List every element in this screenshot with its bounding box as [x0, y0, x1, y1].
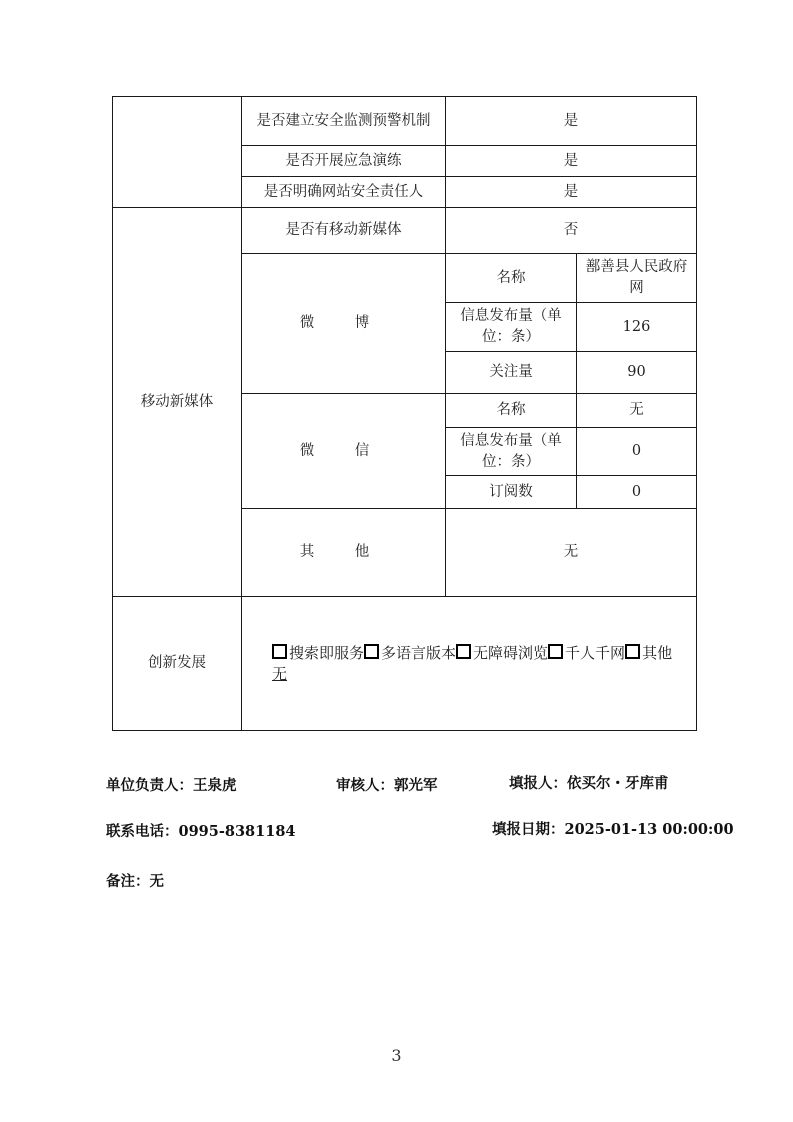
option-personalized: 千人千网: [565, 643, 626, 662]
wechat-label: 微 信: [242, 394, 446, 509]
wechat-posts-label: 信息发布量（单位：条）: [446, 428, 577, 476]
weibo-name-value: 鄯善县人民政府网: [577, 254, 697, 303]
weibo-label: 微 博: [242, 254, 446, 394]
weibo-posts-value: 126: [577, 303, 697, 352]
innovation-options: [242, 597, 697, 731]
page-number: 3: [391, 1046, 402, 1065]
option-accessibility: 无障碍浏览: [473, 643, 549, 662]
filler: 填报人：依买尔・牙库甫: [509, 775, 669, 792]
weibo-followers-label: 关注量: [446, 352, 577, 394]
report-table: [112, 96, 697, 731]
section-label-security-cont: [113, 97, 242, 208]
weibo-posts-label: 信息发布量（单位：条）: [446, 303, 577, 352]
wechat-subscribers-value: 0: [577, 476, 697, 509]
option-search-service: 搜索即服务: [289, 643, 365, 662]
option-other: 其他: [642, 643, 673, 662]
row-label-drill: 是否开展应急演练: [242, 146, 446, 177]
row-label-monitoring: 是否建立安全监测预警机制: [242, 97, 446, 146]
remark: 备注：无: [106, 873, 164, 890]
weibo-name-label: 名称: [446, 254, 577, 303]
row-value-monitoring: 是: [446, 97, 697, 146]
other-media-value: 无: [446, 509, 697, 597]
wechat-subscribers-label: 订阅数: [446, 476, 577, 509]
row-value-responsible: 是: [446, 177, 697, 208]
checkbox-search-service[interactable]: [272, 644, 287, 659]
responsible-person: 单位负责人：王泉虎: [106, 777, 237, 794]
row-value-has-media: 否: [446, 208, 697, 254]
innovation-label: 创新发展: [113, 597, 242, 731]
wechat-name-label: 名称: [446, 394, 577, 428]
other-media-label: 其 他: [242, 509, 446, 597]
innovation-extra: 无: [272, 664, 288, 683]
row-label-has-media: 是否有移动新媒体: [242, 208, 446, 254]
row-label-responsible: 是否明确网站安全责任人: [242, 177, 446, 208]
checkbox-other[interactable]: [625, 644, 640, 659]
wechat-posts-value: 0: [577, 428, 697, 476]
section-label-media: 移动新媒体: [113, 208, 242, 597]
checkbox-multilingual[interactable]: [364, 644, 379, 659]
option-multilingual: 多语言版本: [381, 643, 457, 662]
fill-date: 填报日期：2025-01-13 00:00:00: [492, 821, 734, 838]
contact-phone: 联系电话：0995-8381184: [106, 823, 296, 840]
weibo-followers-value: 90: [577, 352, 697, 394]
checkbox-accessibility[interactable]: [456, 644, 471, 659]
reviewer: 审核人：郭光军: [336, 777, 438, 794]
row-value-drill: 是: [446, 146, 697, 177]
checkbox-personalized[interactable]: [548, 644, 563, 659]
wechat-name-value: 无: [577, 394, 697, 428]
